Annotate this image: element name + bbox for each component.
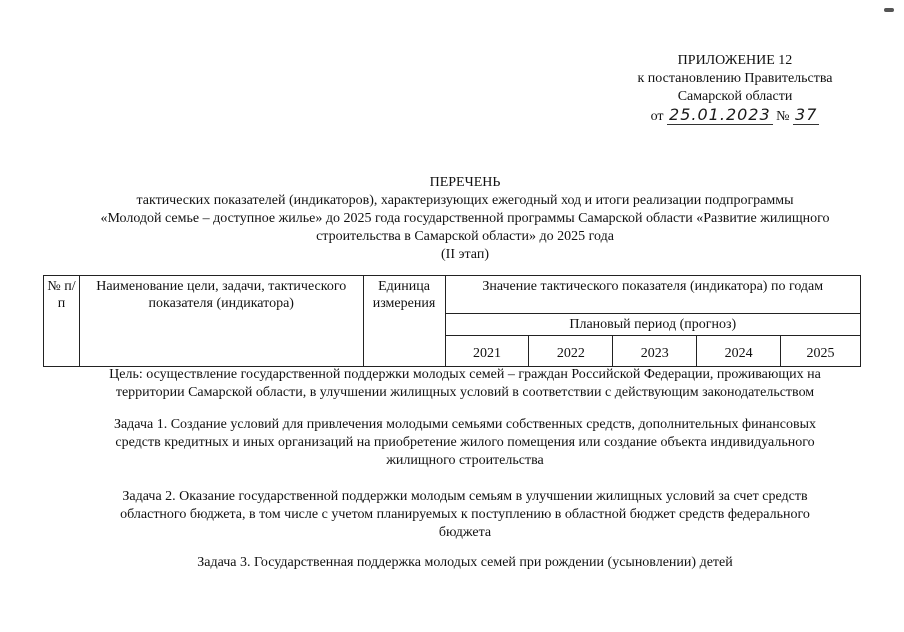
year-cell: 2024	[697, 336, 781, 367]
appendix-title: ПРИЛОЖЕНИЕ 12	[677, 53, 793, 68]
task-line: Задача 3. Государственная поддержка молодых семей при рождении (усыновлении) детей	[197, 555, 733, 570]
task-line: средств кредитных и иных организаций на приобретение жилого помещения или создание объекта индивидуального	[115, 435, 815, 450]
appendix-resolution-line: к постановлению Правительства	[637, 71, 833, 86]
subtitle-line-2: «Молодой семье – доступное жилье» до 2025 года государственной программы Самарской области «Развитие жилищного	[100, 211, 830, 226]
year-cell: 2021	[445, 336, 529, 367]
year-cell: 2022	[529, 336, 613, 367]
task-line: Задача 1. Создание условий для привлечения молодыми семьями собственных средств, дополнительных финансовых	[113, 417, 817, 432]
task-line: Задача 2. Оказание государственной поддержки молодым семьям в улучшении жилищных условий за счет средств	[122, 489, 808, 504]
appendix-region-line: Самарской области	[677, 89, 793, 104]
goal-text	[30, 366, 900, 402]
task-3	[30, 554, 900, 572]
task-line: жилищного строительства	[386, 453, 544, 468]
handwritten-date: 25.01.2023	[669, 105, 771, 124]
col-header-name: Наименование цели, задачи, тактического показателя (индикатора)	[79, 276, 363, 367]
appendix-date-line	[600, 106, 870, 126]
year-cell: 2023	[613, 336, 697, 367]
goal-line: Цель: осуществление государственной поддержки молодых семей – граждан Российской Федерации, проживающих на	[109, 367, 821, 382]
task-line: бюджета	[438, 525, 492, 540]
year-cell: 2025	[781, 336, 861, 367]
subtitle-line-1: тактических показателей (индикаторов), характеризующих ежегодный ход и итоги реализации подпрограммы	[136, 193, 794, 208]
indicators-table-header	[43, 275, 861, 367]
subtitle-line-4: (II этап)	[441, 247, 489, 262]
scan-artifact	[884, 8, 894, 12]
goal-line: территории Самарской области, в улучшении жилищных условий в соответствии с действующим законодательством	[115, 385, 815, 400]
task-2	[30, 488, 900, 542]
document-title-block	[30, 174, 900, 264]
subtitle-line-3: строительства в Самарской области» до 2025 года	[316, 229, 614, 244]
col-header-values: Значение тактического показателя (индикатора) по годам	[445, 276, 861, 314]
col-header-number: № п/п	[44, 276, 80, 367]
document-heading: ПЕРЕЧЕНЬ	[429, 175, 501, 190]
number-prefix: №	[776, 109, 790, 124]
col-header-unit: Единица измерения	[363, 276, 445, 367]
task-1	[30, 416, 900, 470]
date-prefix: от	[650, 109, 664, 124]
task-line: областного бюджета, в том числе с учетом планируемых к поступлению в областной бюджет средств федерального	[120, 507, 810, 522]
appendix-header	[600, 52, 870, 126]
col-header-planned-period: Плановый период (прогноз)	[445, 314, 861, 336]
handwritten-number: 37	[795, 105, 818, 124]
